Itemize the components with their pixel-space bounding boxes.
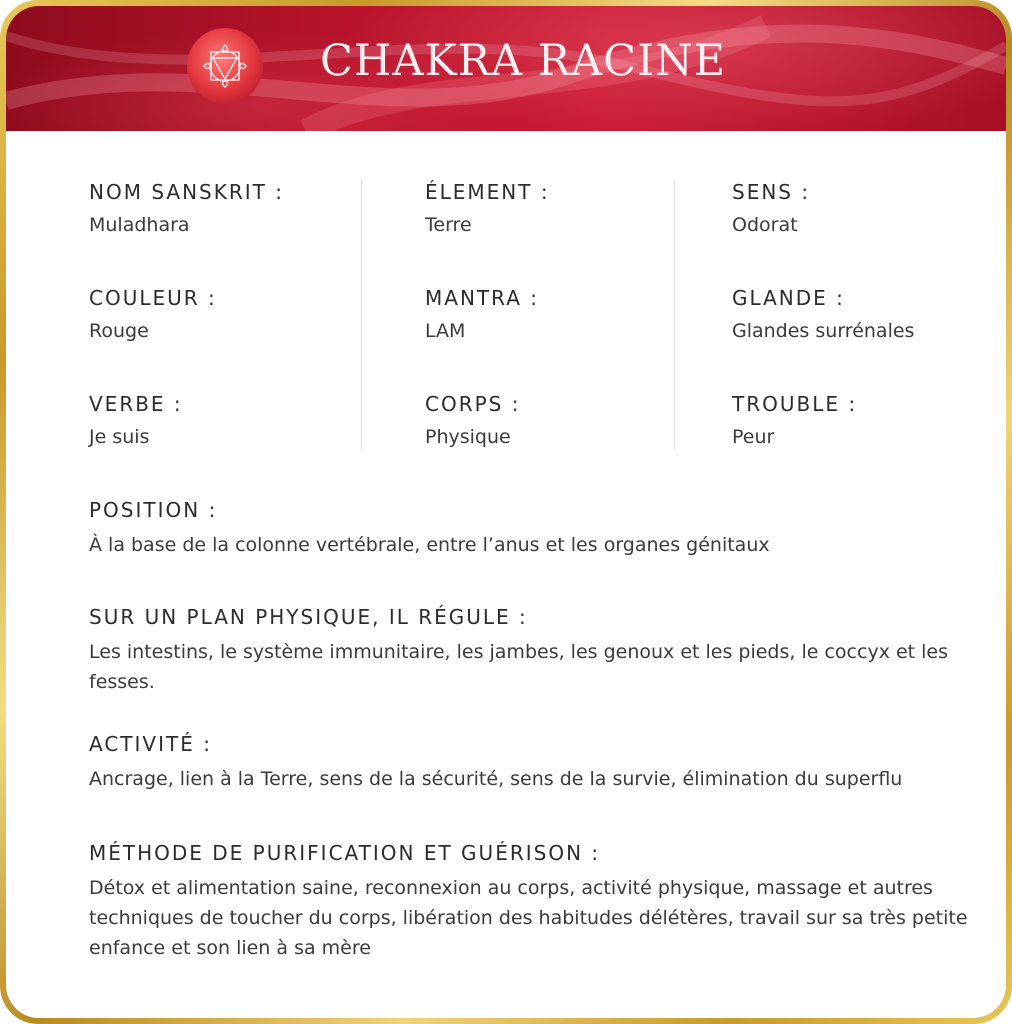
attr-label: NOM SANSKRIT : <box>89 180 284 204</box>
section-label: MÉTHODE DE PURIFICATION ET GUÉRISON : <box>89 841 601 865</box>
attr-label: SENS : <box>732 180 811 204</box>
section-text: Ancrage, lien à la Terre, sens de la sécurité, sens de la survie, élimination du superflu <box>89 768 903 790</box>
attr-gland <box>732 286 914 342</box>
attr-mantra <box>425 286 539 342</box>
header-banner <box>6 6 1006 131</box>
attr-sanskrit-name <box>89 180 284 236</box>
attr-label: TROUBLE : <box>732 392 858 416</box>
attr-label: VERBE : <box>89 392 183 416</box>
attr-label: GLANDE : <box>732 286 845 310</box>
attr-body <box>425 392 520 448</box>
column-divider <box>674 180 675 450</box>
column-divider <box>361 180 362 450</box>
attr-value: Peur <box>732 426 775 448</box>
attr-value: Glandes surrénales <box>732 320 915 342</box>
attr-value: Muladhara <box>89 214 190 236</box>
section-text: Détox et alimentation saine, reconnexion au corps, activité physique, massage et autres techniques de toucher du corps, libération des habitudes délétères, travail sur sa très petite enfance et son lien à sa mère <box>89 877 968 959</box>
attr-value: Je suis <box>89 426 150 448</box>
section-activity <box>89 732 989 794</box>
attr-label: COULEUR : <box>89 286 217 310</box>
attr-value: Terre <box>425 214 472 236</box>
attribute-grid <box>6 180 1006 452</box>
attr-value: Physique <box>425 426 511 448</box>
section-label: POSITION : <box>89 498 218 522</box>
section-position <box>89 498 989 560</box>
chakra-card <box>6 6 1006 1018</box>
section-label: SUR UN PLAN PHYSIQUE, IL RÉGULE : <box>89 605 528 629</box>
root-chakra-emblem-icon <box>186 27 264 105</box>
section-purification-method <box>89 841 989 963</box>
attr-label: MANTRA : <box>425 286 539 310</box>
attr-verb <box>89 392 183 448</box>
section-text: À la base de la colonne vertébrale, entre l’anus et les organes génitaux <box>89 534 770 556</box>
attr-value: Rouge <box>89 320 149 342</box>
page-title: CHAKRA RACINE <box>320 36 727 86</box>
section-physical-regulation <box>89 605 989 697</box>
attr-trouble <box>732 392 857 448</box>
attr-value: Odorat <box>732 214 798 236</box>
attr-element <box>425 180 550 236</box>
section-text: Les intestins, le système immunitaire, les jambes, les genoux et les pieds, le coccyx et les fesses. <box>89 641 949 693</box>
attr-sense <box>732 180 810 236</box>
attr-color <box>89 286 217 342</box>
attr-label: ÉLEMENT : <box>425 180 550 204</box>
section-label: ACTIVITÉ : <box>89 732 212 756</box>
attr-label: CORPS : <box>425 392 521 416</box>
attr-value: LAM <box>425 320 466 342</box>
